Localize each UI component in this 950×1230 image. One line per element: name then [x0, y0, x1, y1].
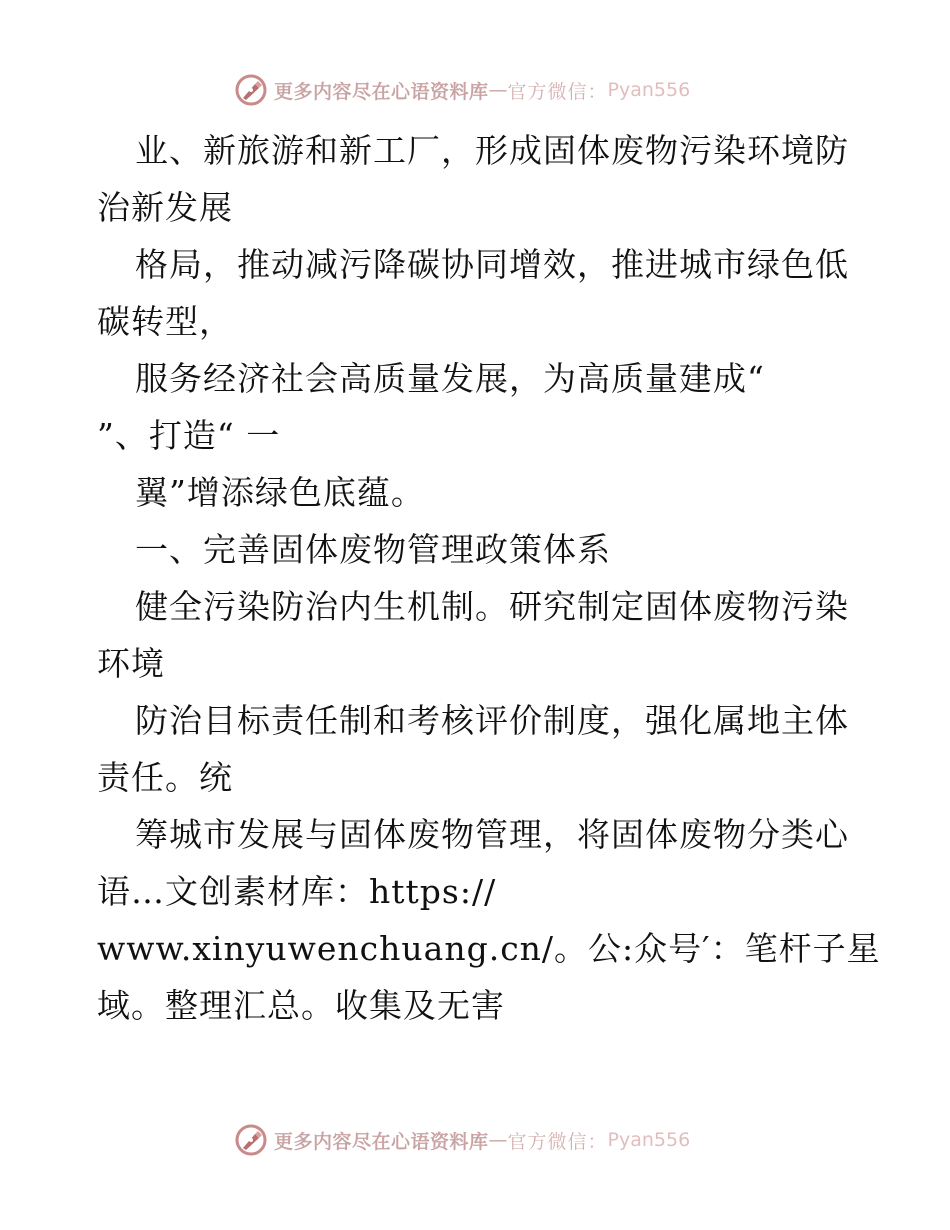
body-line: 责任。统	[97, 758, 233, 797]
body-line: 语…文创素材库：https://	[97, 872, 497, 911]
body-line: 碳转型，	[97, 302, 233, 341]
watermark-dash: —	[488, 1129, 508, 1151]
body-line: 筹城市发展与固体废物管理，将固体废物分类心	[135, 815, 849, 854]
body-line: 业、新旅游和新工厂，形成固体废物污染环境防	[135, 131, 849, 170]
body-line: 域。整理汇总。收集及无害	[97, 986, 505, 1025]
pen-nib-logo-icon	[234, 1123, 268, 1157]
watermark-wechat-label: 官方微信：	[507, 1130, 608, 1153]
watermark-wechat-label: 官方微信：	[507, 80, 608, 103]
body-line: www.xinyuwenchuang.cn/。公:众号′：笔杆子星	[97, 929, 881, 968]
body-line: 翼”增添绿色底蕴。	[135, 473, 425, 512]
body-line: ”、打造“ 一	[97, 416, 281, 455]
pen-nib-logo-icon	[234, 73, 268, 107]
watermark-title: 更多内容尽在心语资料库	[274, 1130, 489, 1153]
watermark-title: 更多内容尽在心语资料库	[274, 80, 489, 103]
watermark-footer	[234, 1120, 690, 1160]
watermark-header	[234, 70, 690, 110]
watermark-wechat-id: Pyan556	[607, 79, 691, 101]
document-body	[97, 122, 881, 1034]
body-line: 格局，推动减污降碳协同增效，推进城市绿色低	[135, 245, 849, 284]
section-heading: 一、完善固体废物管理政策体系	[135, 530, 611, 569]
body-line: 健全污染防治内生机制。研究制定固体废物污染	[135, 587, 849, 626]
body-line: 服务经济社会高质量发展，为高质量建成“	[135, 359, 765, 398]
watermark-dash: —	[488, 79, 508, 101]
body-line: 环境	[97, 644, 165, 683]
body-line: 治新发展	[97, 188, 233, 227]
body-line: 防治目标责任制和考核评价制度，强化属地主体	[135, 701, 849, 740]
watermark-wechat-id: Pyan556	[607, 1129, 691, 1151]
